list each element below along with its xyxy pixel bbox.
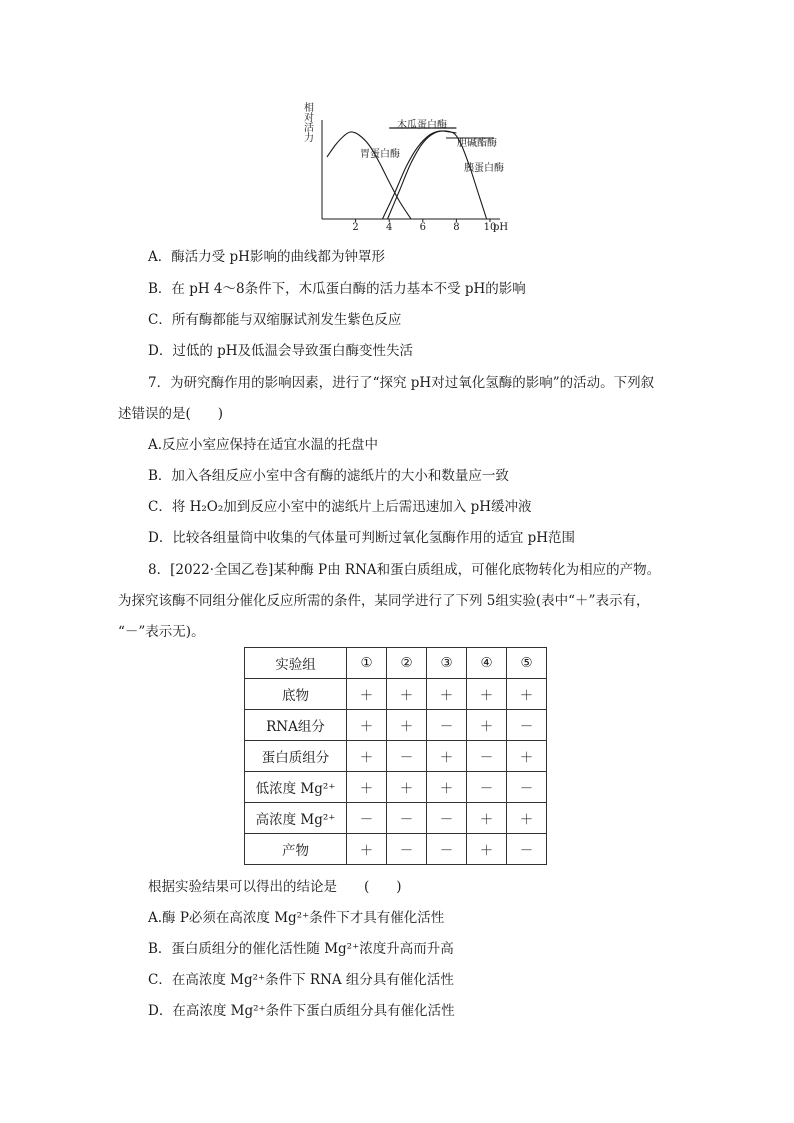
table-row <box>245 772 547 803</box>
q7-stem-line2: 述错误的是( ) <box>118 406 224 422</box>
table-cell: ＋ <box>347 834 387 865</box>
table-cell: ＋ <box>347 772 387 803</box>
q7-option-c: C．将 H₂O₂加到反应小室中的滤纸片上后需迅速加入 pH缓冲液 <box>148 499 532 515</box>
table-cell: － <box>427 710 467 741</box>
q7-option-b: B．加入各组反应小室中含有酶的滤纸片的大小和数量应一致 <box>148 468 509 484</box>
experiment-table <box>244 647 547 865</box>
table-cell: ＋ <box>467 710 507 741</box>
table-cell: ＋ <box>467 679 507 710</box>
y-axis-label <box>304 101 314 144</box>
y-axis-label-char: 活 <box>304 123 314 134</box>
q6-option-b: B．在 pH 4～8条件下，木瓜蛋白酶的活力基本不受 pH的影响 <box>148 281 526 297</box>
table-row-label: 低浓度 Mg²⁺ <box>245 772 347 803</box>
table-row <box>245 834 547 865</box>
x-tick-label: 4 <box>386 222 393 233</box>
table-cell: ＋ <box>427 772 467 803</box>
table-row <box>245 679 547 710</box>
table-cell: － <box>467 772 507 803</box>
table-cell: ④ <box>467 648 507 679</box>
q7-stem-line1: 7．为研究酶作用的影响因素，进行了“探究 pH对过氧化氢酶的影响”的活动。下列叙 <box>148 375 655 391</box>
table-row <box>245 803 547 834</box>
series-label: 胃蛋白酶 <box>360 149 400 160</box>
table-cell: ＋ <box>347 741 387 772</box>
q7-option-a: A.反应小室应保持在适宜水温的托盘中 <box>148 437 379 453</box>
table-cell: － <box>387 803 427 834</box>
y-axis-label-char: 对 <box>304 113 314 124</box>
x-tick-label: 8 <box>453 222 460 233</box>
x-tick-label: 6 <box>419 222 426 233</box>
table-cell: ＋ <box>507 679 547 710</box>
table-cell: ＋ <box>467 803 507 834</box>
y-axis-label-char: 相 <box>304 103 314 114</box>
q6-option-d: D．过低的 pH及低温会导致蛋白酶变性失活 <box>148 343 414 359</box>
q8-conclusion-prompt: 根据实验结果可以得出的结论是 ( ) <box>148 879 402 895</box>
table-cell: ① <box>347 648 387 679</box>
q8-stem-line1: 8．[2022·全国乙卷]某种酶 P由 RNA和蛋白质组成，可催化底物转化为相应的产物。 <box>148 562 661 578</box>
table-cell: ＋ <box>387 772 427 803</box>
table-cell: － <box>387 741 427 772</box>
table-cell: ＋ <box>467 834 507 865</box>
table-row <box>245 741 547 772</box>
table-cell: ⑤ <box>507 648 547 679</box>
table-row <box>245 710 547 741</box>
x-tick-label: 10 <box>483 222 497 233</box>
table-cell: － <box>507 772 547 803</box>
x-ticks <box>352 219 496 233</box>
q8-option-a: A.酶 P必须在高浓度 Mg²⁺条件下才具有催化活性 <box>148 910 445 926</box>
q8-stem-line2: 为探究该酶不同组分催化反应所需的条件，某同学进行了下列 5组实验(表中“＋”表示有， <box>118 593 650 609</box>
q8-stem-line3: “－”表示无)。 <box>118 624 205 640</box>
table-cell: ＋ <box>387 679 427 710</box>
table-cell: ＋ <box>347 679 387 710</box>
enzyme-activity-ph-chart <box>300 100 520 235</box>
table-header-row <box>245 648 547 679</box>
q8-option-b: B．蛋白质组分的催化活性随 Mg²⁺浓度升高而升高 <box>148 941 454 957</box>
table-row-label: 蛋白质组分 <box>245 741 347 772</box>
series-label: 胰蛋白酶 <box>464 163 504 174</box>
x-axis-label: pH <box>493 222 509 233</box>
table-cell: － <box>387 834 427 865</box>
table-cell: ② <box>387 648 427 679</box>
table-cell: － <box>507 834 547 865</box>
q7-option-d: D．比较各组量筒中收集的气体量可判断过氧化氢酶作用的适宜 pH范围 <box>148 530 576 546</box>
table-cell: － <box>467 741 507 772</box>
series-line-1 <box>327 132 411 219</box>
table-cell: ＋ <box>507 741 547 772</box>
table-row-label: 底物 <box>245 679 347 710</box>
series-label: 木瓜蛋白酶 <box>397 120 447 131</box>
table-row-label: 实验组 <box>245 648 347 679</box>
y-axis-label-char: 力 <box>304 133 314 144</box>
table-row-label: 高浓度 Mg²⁺ <box>245 803 347 834</box>
table-cell: ＋ <box>347 710 387 741</box>
q6-option-c: C．所有酶都能与双缩脲试剂发生紫色反应 <box>148 312 402 328</box>
table-cell: ＋ <box>507 803 547 834</box>
table-row-label: 产物 <box>245 834 347 865</box>
q6-option-a: A．酶活力受 pH影响的曲线都为钟罩形 <box>148 249 385 265</box>
table-cell: ＋ <box>427 741 467 772</box>
table-cell: ＋ <box>387 710 427 741</box>
table-row-label: RNA组分 <box>245 710 347 741</box>
table-cell: － <box>427 803 467 834</box>
x-tick-label: 2 <box>352 222 359 233</box>
table-cell: － <box>347 803 387 834</box>
q8-option-c: C．在高浓度 Mg²⁺条件下 RNA 组分具有催化活性 <box>148 972 454 988</box>
table-cell: ③ <box>427 648 467 679</box>
q8-option-d: D．在高浓度 Mg²⁺条件下蛋白质组分具有催化活性 <box>148 1003 455 1019</box>
table-cell: － <box>507 710 547 741</box>
series-label: 胆碱酯酶 <box>457 138 497 149</box>
table-cell: － <box>427 834 467 865</box>
table-cell: ＋ <box>427 679 467 710</box>
